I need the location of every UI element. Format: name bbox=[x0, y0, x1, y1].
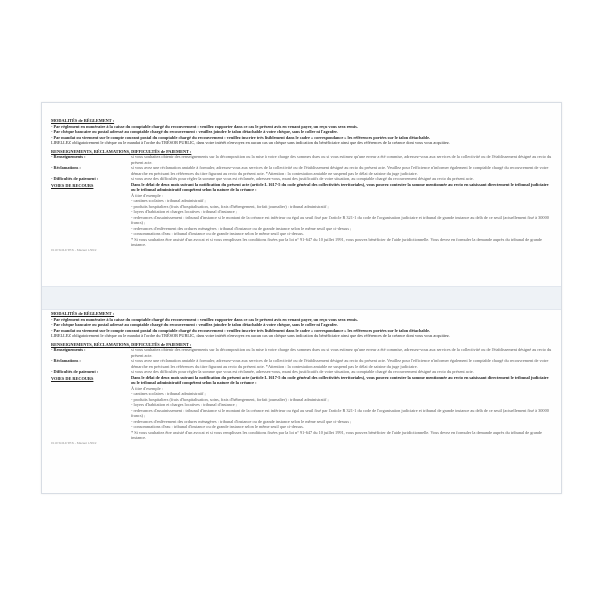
voies-label: VOIES DE RECOURS bbox=[51, 375, 94, 381]
aide-juridictionnelle: * Si vous souhaitez être assisté d'un avocat et si vous remplissez les conditions fixées par la loi n° 91-647 du 10 juillet 1991, vous pouvez bénéficier de l'aide juridictionnelle. Vous devez en formuler la demande auprès du tribunal de grande instance. bbox=[131, 429, 542, 440]
modalites-title: MODALITÉS de RÈGLEMENT : bbox=[51, 311, 115, 316]
difficultes-text: si vous avez des difficultés pour régler la somme que vous est réclamée, adressez-vous, muni des justificatifs de votre situation, au comptable chargé du recouvrement désigné au recto du présent acte. bbox=[131, 176, 474, 181]
exemple-1: - cantines scolaires : tribunal administratif ; bbox=[131, 391, 206, 396]
separator-band bbox=[42, 286, 561, 310]
payment-transfer: - Par mandat ou virement sur le compte courant postal du comptable chargé du recouvrement : veuillez inscrire très lisiblement dans le cadre « correspondance » les références portées sur le talon détachable. bbox=[51, 134, 431, 140]
voies-text: Dans le délai de deux mois suivant la notification du présent acte (article L 1617-5 du code général des collectivités territoriales), vous pouvez contester la somme mentionnée au recto en saisissant directement le tribunal judiciaire ou le tribunal administratif compétent selon la nature de la créance : bbox=[131, 181, 549, 192]
exemple-3: - loyers d'habitation et charges locatives : tribunal d'instance ; bbox=[131, 209, 237, 214]
exemple-5: - redevances d'enlèvement des ordures ménagères : tribunal d'instance ou de grande instance selon le même seuil que ci-dessus ; bbox=[131, 418, 352, 424]
row-renseignements bbox=[51, 347, 554, 358]
aide-juridictionnelle: * Si vous souhaitez être assisté d'un avocat et si vous remplissez les conditions fixées par la loi n° 91-647 du 10 juillet 1991, vous pouvez bénéficier de l'aide juridictionnelle. Vous devez en formuler la demande auprès du tribunal de grande instance. bbox=[131, 236, 542, 247]
exemple-4: - redevances d'assainissement : tribunal d'instance si le montant de la créance est inférieur ou égal au seuil fixé par l'article R 321-1 du code de l'organisation judiciaire et tribunal de grande instance au delà de ce seuil (actuellement fixé à 30000 francs) ; bbox=[131, 407, 549, 418]
row-voies bbox=[51, 182, 554, 248]
voies-label: VOIES DE RECOURS bbox=[51, 182, 94, 188]
reclamations-label: - Réclamations : bbox=[51, 165, 81, 170]
document-sheet bbox=[41, 102, 562, 494]
voies-text: Dans le délai de deux mois suivant la notification du présent acte (article L 1617-5 du code général des collectivités territoriales), vous pouvez contester la somme mentionnée au recto en saisissant directement le tribunal judiciaire ou le tribunal administratif compétent selon la nature de la créance : bbox=[131, 374, 549, 385]
exemple-6: - consommations d'eau : tribunal d'instance ou de grande instance selon le même seuil que ci-dessus. bbox=[131, 424, 304, 429]
footer-reference: 0110 SOLUTEX - Mazuet 1/99/2 bbox=[51, 247, 97, 252]
row-reclamations bbox=[51, 358, 554, 369]
libellez-note: LIBELLEZ obligatoirement le chèque ou le mandat à l'ordre du TRÉSOR PUBLIC, dans votre intérêt n'envoyez en aucun cas un chèque sans indication du bénéficiaire ainsi que des références de la créance dont vous vous acquittez. bbox=[51, 140, 450, 145]
payment-cash: - Par règlement en numéraire à la caisse du comptable chargé du recouvrement : veuillez rapporter dans ce cas le présent avis en venant payer, un reçu vous sera remis. bbox=[51, 123, 358, 129]
difficultes-label: - Difficultés de paiement : bbox=[51, 369, 99, 374]
exemple-4: - redevances d'assainissement : tribunal d'instance si le montant de la créance est inférieur ou égal au seuil fixé par l'article R 321-1 du code de l'organisation judiciaire et tribunal de grande instance au delà de ce seuil (actuellement fixé à 30000 francs) ; bbox=[131, 214, 549, 225]
modalites-title: MODALITÉS de RÈGLEMENT : bbox=[51, 118, 115, 123]
difficultes-label: - Difficultés de paiement : bbox=[51, 176, 99, 181]
payment-cheque: - Par chèque bancaire ou postal adressé au comptable chargé du recouvrement : veuillez joindre le talon détachable à votre chèque, sans le coller ni l'agrafer. bbox=[51, 129, 338, 134]
renseignements-title: RENSEIGNEMENTS, RÉCLAMATIONS, DIFFICULTÉS de PAIEMENT : bbox=[51, 148, 192, 154]
libellez-note: LIBELLEZ obligatoirement le chèque ou le mandat à l'ordre du TRÉSOR PUBLIC, dans votre intérêt n'envoyez en aucun cas un chèque sans indication du bénéficiaire ainsi que des références de la créance dont vous vous acquittez. bbox=[51, 333, 450, 338]
exemple-3: - loyers d'habitation et charges locatives : tribunal d'instance ; bbox=[131, 402, 237, 407]
renseignements-text: si vous souhaitez obtenir des renseignements sur la décomposition ou la mise à votre charge des sommes dues ou si vous estimez qu'une erreur a été commise, adressez-vous aux services de la collectivité ou de l'établissement désigné au recto du présent acte. bbox=[131, 154, 552, 165]
reclamations-text: si vous avez une réclamation amiable à formuler, adressez-vous aux services de la collectivité ou de l'établissement désigné au recto du présent acte. Veuillez pour l'efficience n'informer également le comptable chargé du recouvrement de votre démarche en précisant les références du titre figurant au recto du présent acte. *Attention : la contestation amiable ne suspend pas le délai de saisine du juge judiciaire. bbox=[131, 165, 549, 176]
reclamations-label: - Réclamations : bbox=[51, 358, 81, 363]
footer-reference: 0110 SOLUTEX - Mazuet 1/99/2 bbox=[51, 440, 97, 445]
exemple-2: - produits hospitaliers (frais d'hospitalisation, soins, frais d'hébergement, forfait journalier) : tribunal administratif ; bbox=[131, 396, 329, 402]
notice-block-2 bbox=[51, 310, 554, 446]
exemple-6: - consommations d'eau : tribunal d'instance ou de grande instance selon le même seuil que ci-dessus. bbox=[131, 231, 304, 236]
exemple-title: À titre d'exemple : bbox=[131, 385, 163, 391]
notice-block-1 bbox=[51, 117, 554, 253]
exemple-2: - produits hospitaliers (frais d'hospitalisation, soins, frais d'hébergement, forfait journalier) : tribunal administratif ; bbox=[131, 203, 329, 209]
row-renseignements bbox=[51, 154, 554, 165]
difficultes-text: si vous avez des difficultés pour régler la somme que vous est réclamée, adressez-vous, muni des justificatifs de votre situation, au comptable chargé du recouvrement désigné au recto du présent acte. bbox=[131, 369, 474, 374]
row-voies bbox=[51, 375, 554, 441]
renseignements-label: - Renseignements : bbox=[51, 347, 86, 352]
exemple-5: - redevances d'enlèvement des ordures ménagères : tribunal d'instance ou de grande instance selon le même seuil que ci-dessus ; bbox=[131, 225, 352, 231]
payment-transfer: - Par mandat ou virement sur le compte courant postal du comptable chargé du recouvrement : veuillez inscrire très lisiblement dans le cadre « correspondance » les références portées sur le talon détachable. bbox=[51, 327, 431, 333]
payment-cheque: - Par chèque bancaire ou postal adressé au comptable chargé du recouvrement : veuillez joindre le talon détachable à votre chèque, sans le coller ni l'agrafer. bbox=[51, 322, 338, 327]
exemple-title: À titre d'exemple : bbox=[131, 192, 163, 198]
renseignements-label: - Renseignements : bbox=[51, 154, 86, 159]
exemple-1: - cantines scolaires : tribunal administratif ; bbox=[131, 198, 206, 203]
row-reclamations bbox=[51, 165, 554, 176]
renseignements-text: si vous souhaitez obtenir des renseignements sur la décomposition ou la mise à votre charge des sommes dues ou si vous estimez qu'une erreur a été commise, adressez-vous aux services de la collectivité ou de l'établissement désigné au recto du présent acte. bbox=[131, 347, 552, 358]
reclamations-text: si vous avez une réclamation amiable à formuler, adressez-vous aux services de la collectivité ou de l'établissement désigné au recto du présent acte. Veuillez pour l'efficience n'informer également le comptable chargé du recouvrement de votre démarche en précisant les références du titre figurant au recto du présent acte. *Attention : la contestation amiable ne suspend pas le délai de saisine du juge judiciaire. bbox=[131, 358, 549, 369]
renseignements-title: RENSEIGNEMENTS, RÉCLAMATIONS, DIFFICULTÉS de PAIEMENT : bbox=[51, 341, 192, 347]
payment-cash: - Par règlement en numéraire à la caisse du comptable chargé du recouvrement : veuillez rapporter dans ce cas le présent avis en venant payer, un reçu vous sera remis. bbox=[51, 316, 358, 322]
